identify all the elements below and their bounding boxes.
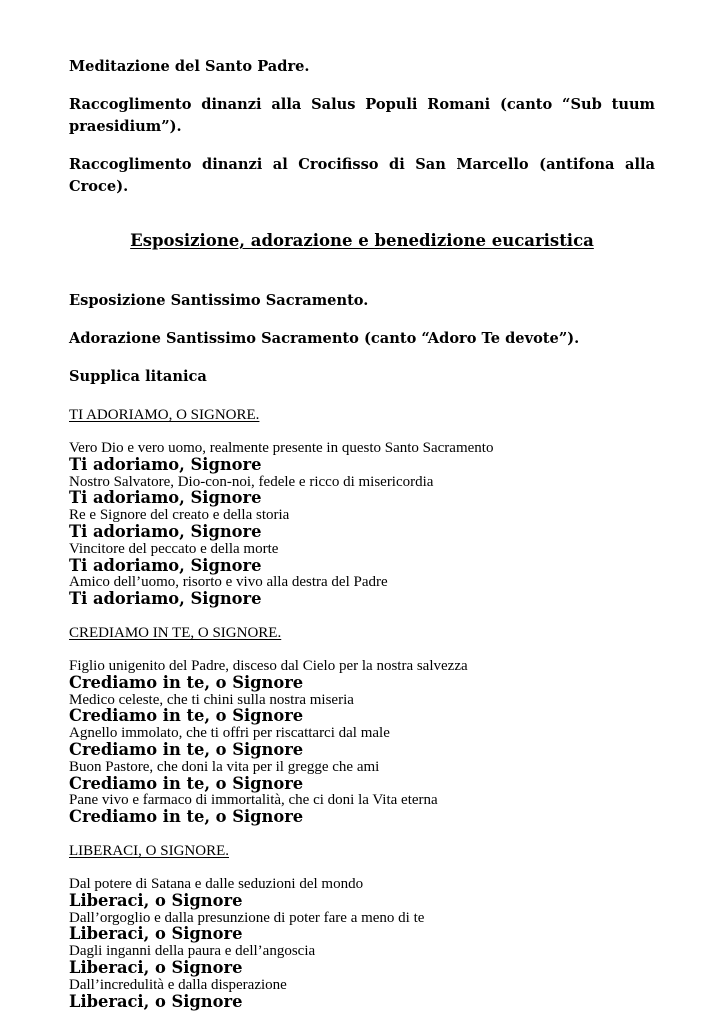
invocation: Dall’incredulità e dalla disperazione	[69, 976, 287, 993]
response: Crediamo in te, o Signore	[69, 706, 304, 726]
litany-heading: CREDIAMO IN TE, O SIGNORE.	[69, 624, 282, 641]
invocation: Vero Dio e vero uomo, realmente presente in questo Santo Sacramento	[69, 440, 494, 456]
invocation: Dagli inganni della paura e dell’angoscia	[69, 943, 316, 960]
response: Crediamo in te, o Signore	[69, 807, 304, 827]
invocation: Nostro Salvatore, Dio-con-noi, fedele e ricco di misericordia	[69, 473, 434, 490]
intro-meditation: Meditazione del Santo Padre.	[69, 58, 310, 75]
step-supplica: Supplica litanica	[69, 368, 207, 385]
invocation: Buon Pastore, che doni la vita per il gregge che ami	[69, 758, 380, 775]
litany-lines	[69, 440, 655, 608]
response: Crediamo in te, o Signore	[69, 739, 304, 759]
invocation: Amico dell’uomo, risorto e vivo alla destra del Padre	[69, 574, 388, 591]
section-title: Esposizione, adorazione e benedizione eucaristica	[130, 231, 594, 250]
response: Liberaci, o Signore	[69, 890, 243, 910]
response: Liberaci, o Signore	[69, 924, 243, 944]
invocation: Re e Signore del creato e della storia	[69, 507, 290, 524]
invocation: Dall’orgoglio e dalla presunzione di poter fare a meno di te	[69, 909, 425, 926]
response: Crediamo in te, o Signore	[69, 773, 304, 793]
litany-lines	[69, 876, 655, 1010]
invocation: Pane vivo e farmaco di immortalità, che ci doni la Vita eterna	[69, 792, 438, 809]
response: Ti adoriamo, Signore	[69, 454, 262, 474]
litany-heading: TI ADORIAMO, O SIGNORE.	[69, 407, 260, 423]
intro-salus-populi: Raccoglimento dinanzi alla Salus Populi Romani (canto “Sub tuum praesidium”).	[69, 96, 655, 135]
step-esposizione: Esposizione Santissimo Sacramento.	[69, 292, 369, 309]
invocation: Figlio unigenito del Padre, disceso dal Cielo per la nostra salvezza	[69, 657, 468, 674]
invocation: Dal potere di Satana e dalle seduzioni del mondo	[69, 875, 364, 892]
litany-section-liberaci	[69, 840, 655, 1010]
response: Crediamo in te, o Signore	[69, 672, 304, 692]
response: Liberaci, o Signore	[69, 957, 243, 977]
document-body	[69, 56, 655, 1024]
response: Ti adoriamo, Signore	[69, 488, 262, 508]
intro-crocifisso: Raccoglimento dinanzi al Crocifisso di San Marcello (antifona alla Croce).	[69, 156, 655, 195]
response: Ti adoriamo, Signore	[69, 589, 262, 609]
invocation: Vincitore del peccato e della morte	[69, 540, 279, 557]
invocation: Medico celeste, che ti chini sulla nostra miseria	[69, 691, 354, 708]
litany-section-crediamo	[69, 622, 655, 826]
litany-section-adoriamo	[69, 404, 655, 608]
litany-lines	[69, 658, 655, 826]
response: Liberaci, o Signore	[69, 991, 243, 1011]
response: Ti adoriamo, Signore	[69, 521, 262, 541]
step-adorazione: Adorazione Santissimo Sacramento (canto “Adoro Te devote”).	[69, 330, 580, 347]
litany-heading: LIBERACI, O SIGNORE.	[69, 842, 229, 859]
response: Ti adoriamo, Signore	[69, 555, 262, 575]
invocation: Agnello immolato, che ti offri per riscattarci dal male	[69, 725, 390, 742]
